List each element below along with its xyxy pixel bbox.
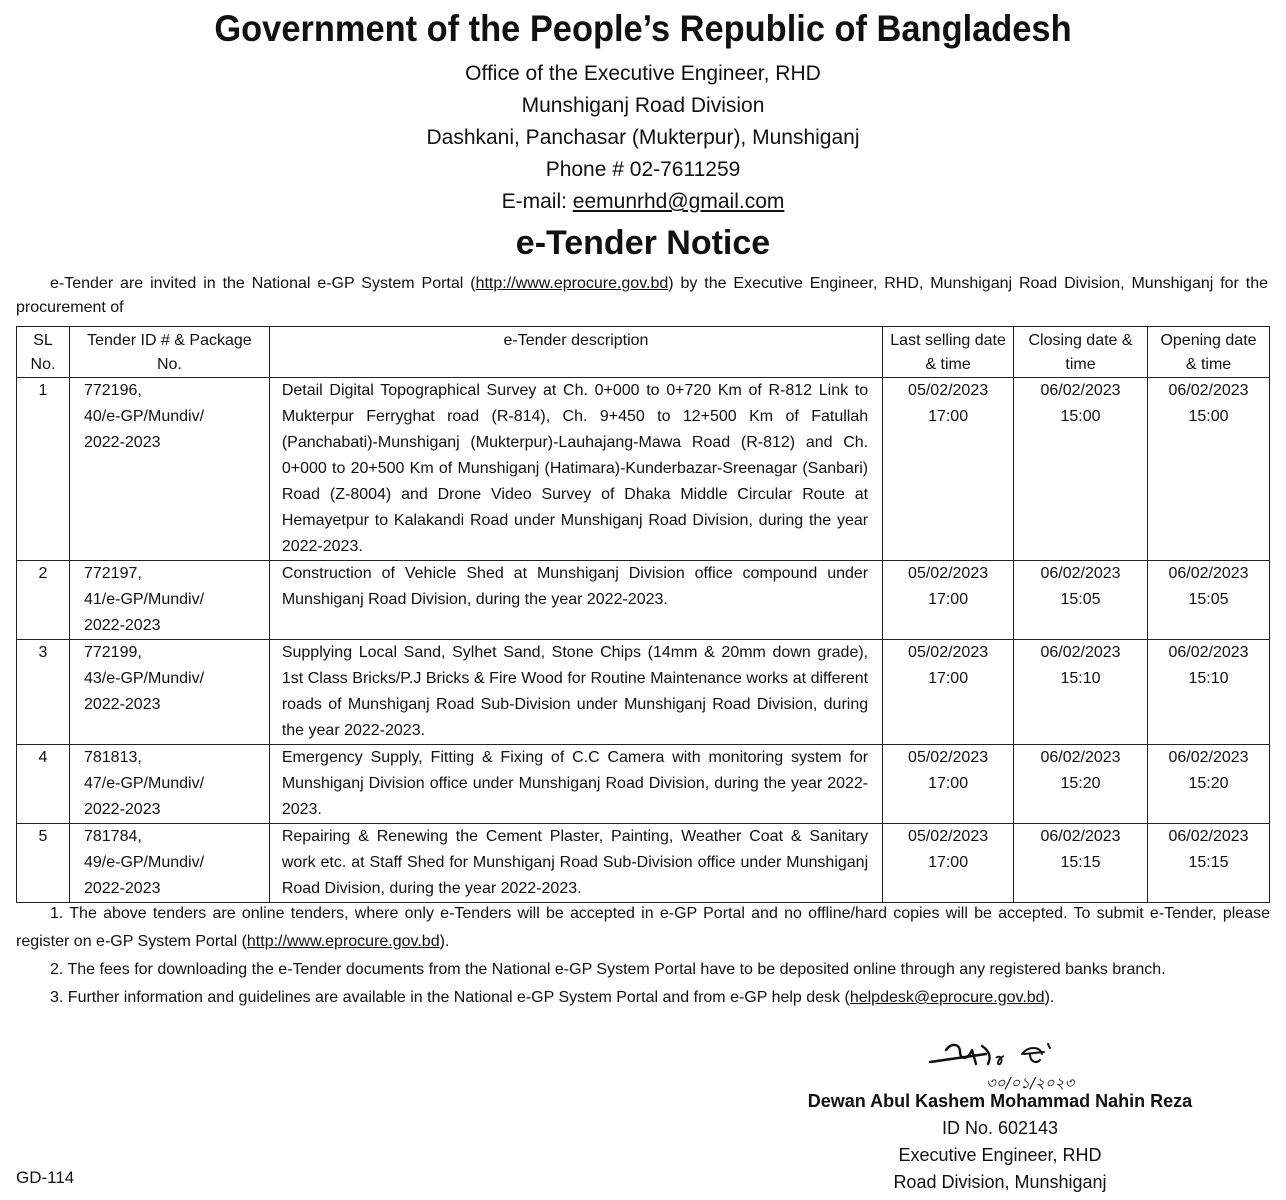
last-selling-date: 05/02/2023 xyxy=(908,382,989,399)
cell-sl: 2 xyxy=(17,561,70,640)
opening-time: 15:10 xyxy=(1188,670,1229,687)
opening-date: 06/02/2023 xyxy=(1168,828,1249,845)
last-selling-time: 17:00 xyxy=(928,408,969,425)
cell-closing xyxy=(1014,640,1148,745)
cell-closing xyxy=(1014,561,1148,640)
last-selling-time: 17:00 xyxy=(928,854,969,871)
closing-date: 06/02/2023 xyxy=(1040,565,1121,582)
cell-opening xyxy=(1148,745,1270,824)
closing-time: 15:10 xyxy=(1060,670,1101,687)
note-1 xyxy=(16,900,1270,956)
notice-title: e-Tender Notice xyxy=(515,224,771,262)
closing-time: 15:05 xyxy=(1060,591,1101,608)
opening-time: 15:00 xyxy=(1188,408,1229,425)
cell-description: Emergency Supply, Fitting & Fixing of C.C Camera with monitoring system for Munshiganj Division office under Munshiganj Road Division, during the year 2022-2023. xyxy=(269,745,882,824)
opening-date: 06/02/2023 xyxy=(1168,749,1249,766)
cell-tender-id xyxy=(69,640,269,745)
office-address: Dashkani, Panchasar (Mukterpur), Munshiganj xyxy=(426,126,860,149)
signatory-block xyxy=(760,1088,1240,1196)
col-header-closing: Closing date & time xyxy=(1014,327,1148,378)
tender-table xyxy=(16,326,1270,903)
col-header-tender-id: Tender ID # & Package No. xyxy=(69,327,269,378)
office-phone: Phone # 02-7611259 xyxy=(545,158,741,181)
cell-last-selling xyxy=(883,378,1014,561)
cell-description: Supplying Local Sand, Sylhet Sand, Stone Chips (14mm & 20mm down grade), 1st Class Bricks/P.J Bricks & Fire Wood for Routine Maintenance works at different roads of Munshiganj Road Sub-Division under Munshiganj Road Division, during the year 2022-2023. xyxy=(269,640,882,745)
package-no: 41/e-GP/Mundiv/ xyxy=(83,591,205,608)
tender-id: 772199, xyxy=(83,644,142,661)
government-title: Government of the People’s Republic of Bangladesh xyxy=(214,8,1072,49)
package-year: 2022-2023 xyxy=(83,434,161,451)
col-header-last-selling: Last selling date & time xyxy=(883,327,1014,378)
last-selling-time: 17:00 xyxy=(928,591,969,608)
tender-id: 781813, xyxy=(83,749,142,766)
cell-closing xyxy=(1014,378,1148,561)
note-1-link[interactable]: http://www.eprocure.gov.bd xyxy=(246,933,440,950)
package-no: 47/e-GP/Mundiv/ xyxy=(83,775,205,792)
intro-text-before: e-Tender are invited in the National e-GP System Portal ( xyxy=(50,275,476,292)
office-address-block xyxy=(0,58,1286,218)
closing-time: 15:00 xyxy=(1060,408,1101,425)
note-3-text: 3. Further information and guidelines are available in the National e-GP System Portal and from e-GP help desk ( xyxy=(50,989,850,1006)
intro-paragraph xyxy=(16,272,1268,320)
cell-sl: 1 xyxy=(17,378,70,561)
cell-opening xyxy=(1148,640,1270,745)
signatory-id: ID No. 602143 xyxy=(941,1118,1059,1138)
closing-date: 06/02/2023 xyxy=(1040,828,1121,845)
package-no: 43/e-GP/Mundiv/ xyxy=(83,670,205,687)
cell-sl: 4 xyxy=(17,745,70,824)
col-header-sl: SL No. xyxy=(17,327,70,378)
note-3 xyxy=(16,984,1270,1012)
eprocure-link[interactable]: http://www.eprocure.gov.bd xyxy=(475,275,669,292)
note-2: 2. The fees for downloading the e-Tender documents from the National e-GP System Portal have to be deposited online through any registered banks branch. xyxy=(50,961,1166,978)
cell-tender-id xyxy=(69,561,269,640)
cell-opening xyxy=(1148,561,1270,640)
note-3-end: ). xyxy=(1044,989,1055,1006)
opening-time: 15:20 xyxy=(1188,775,1229,792)
last-selling-date: 05/02/2023 xyxy=(908,749,989,766)
helpdesk-email-link[interactable]: helpdesk@eprocure.gov.bd xyxy=(849,989,1045,1006)
cell-last-selling xyxy=(883,824,1014,903)
cell-sl: 3 xyxy=(17,640,70,745)
table-row xyxy=(17,824,1270,903)
signatory-designation: Executive Engineer, RHD xyxy=(898,1145,1102,1165)
tender-id: 772196, xyxy=(83,382,142,399)
cell-tender-id xyxy=(69,745,269,824)
closing-date: 06/02/2023 xyxy=(1040,749,1121,766)
cell-last-selling xyxy=(883,640,1014,745)
signatory-office: Road Division, Munshiganj xyxy=(893,1172,1107,1192)
table-row xyxy=(17,640,1270,745)
tender-id: 772197, xyxy=(83,565,142,582)
intro-text-after: ) by the Executive Engineer, RHD, Munshiganj Road Division, Munshiganj for the procurement of xyxy=(16,275,1269,316)
closing-date: 06/02/2023 xyxy=(1040,382,1121,399)
cell-closing xyxy=(1014,824,1148,903)
package-no: 40/e-GP/Mundiv/ xyxy=(83,408,205,425)
col-header-opening: Opening date & time xyxy=(1148,327,1270,378)
signature-date: ৩০/০১/২০২৩ xyxy=(986,1074,1075,1092)
table-row xyxy=(17,745,1270,824)
last-selling-date: 05/02/2023 xyxy=(908,565,989,582)
opening-date: 06/02/2023 xyxy=(1168,644,1249,661)
cell-opening xyxy=(1148,378,1270,561)
last-selling-date: 05/02/2023 xyxy=(908,828,989,845)
package-year: 2022-2023 xyxy=(83,801,161,818)
notes-block xyxy=(16,900,1270,1012)
cell-last-selling xyxy=(883,561,1014,640)
cell-sl: 5 xyxy=(17,824,70,903)
opening-date: 06/02/2023 xyxy=(1168,565,1249,582)
table-header-row xyxy=(17,327,1270,378)
cell-closing xyxy=(1014,745,1148,824)
cell-description: Construction of Vehicle Shed at Munshiganj Division office compound under Munshiganj Road Division, during the year 2022-2023. xyxy=(269,561,882,640)
cell-description: Detail Digital Topographical Survey at Ch. 0+000 to 0+720 Km of R-812 Link to Mukterpur Ferryghat road (R-814), Ch. 9+450 to 12+500 Km of Fatullah (Panchabati)-Munshiganj (Mukterpur)-Lauhajang-Mawa Road (R-812) and Ch. 0+000 to 20+500 Km of Munshiganj (Hatimara)-Kunderbazar-Sreenagar (Sanbari) Road (Z-8004) and Drone Video Survey of Dhaka Middle Circular Route at Hemayetpur to Kalakandi Road under Munshiganj Road Division, during the year 2022-2023. xyxy=(269,378,882,561)
footer-code: GD-114 xyxy=(16,1168,75,1187)
note-1-end: ). xyxy=(439,933,450,950)
cell-tender-id xyxy=(69,824,269,903)
package-no: 49/e-GP/Mundiv/ xyxy=(83,854,205,871)
division-name: Munshiganj Road Division xyxy=(521,94,765,117)
email-label: E-mail: xyxy=(501,190,573,213)
last-selling-time: 17:00 xyxy=(928,670,969,687)
closing-date: 06/02/2023 xyxy=(1040,644,1121,661)
table-row xyxy=(17,378,1270,561)
email-link[interactable]: eemunrhd@gmail.com xyxy=(572,190,785,213)
package-year: 2022-2023 xyxy=(83,696,161,713)
last-selling-date: 05/02/2023 xyxy=(908,644,989,661)
col-header-description: e-Tender description xyxy=(269,327,882,378)
opening-time: 15:15 xyxy=(1188,854,1229,871)
signatory-name: Dewan Abul Kashem Mohammad Nahin Reza xyxy=(807,1091,1193,1111)
closing-time: 15:20 xyxy=(1060,775,1101,792)
note-1-text: 1. The above tenders are online tenders, where only e-Tenders will be accepted in e-GP Portal and no offline/hard copies will be accepted. To submit e-Tender, please register on e-GP System Portal ( xyxy=(16,905,1270,950)
tender-id: 781784, xyxy=(83,828,142,845)
opening-date: 06/02/2023 xyxy=(1168,382,1249,399)
office-email-line xyxy=(0,186,1286,218)
cell-opening xyxy=(1148,824,1270,903)
handwritten-signature xyxy=(926,1036,1136,1094)
office-name: Office of the Executive Engineer, RHD xyxy=(465,62,821,85)
cell-last-selling xyxy=(883,745,1014,824)
closing-time: 15:15 xyxy=(1060,854,1101,871)
package-year: 2022-2023 xyxy=(83,880,161,897)
opening-time: 15:05 xyxy=(1188,591,1229,608)
table-row xyxy=(17,561,1270,640)
last-selling-time: 17:00 xyxy=(928,775,969,792)
package-year: 2022-2023 xyxy=(83,617,161,634)
cell-description: Repairing & Renewing the Cement Plaster, Painting, Weather Coat & Sanitary work etc. at Staff Shed for Munshiganj Road Sub-Division office under Munshiganj Road Division, during the year 2022-2023. xyxy=(269,824,882,903)
cell-tender-id xyxy=(69,378,269,561)
